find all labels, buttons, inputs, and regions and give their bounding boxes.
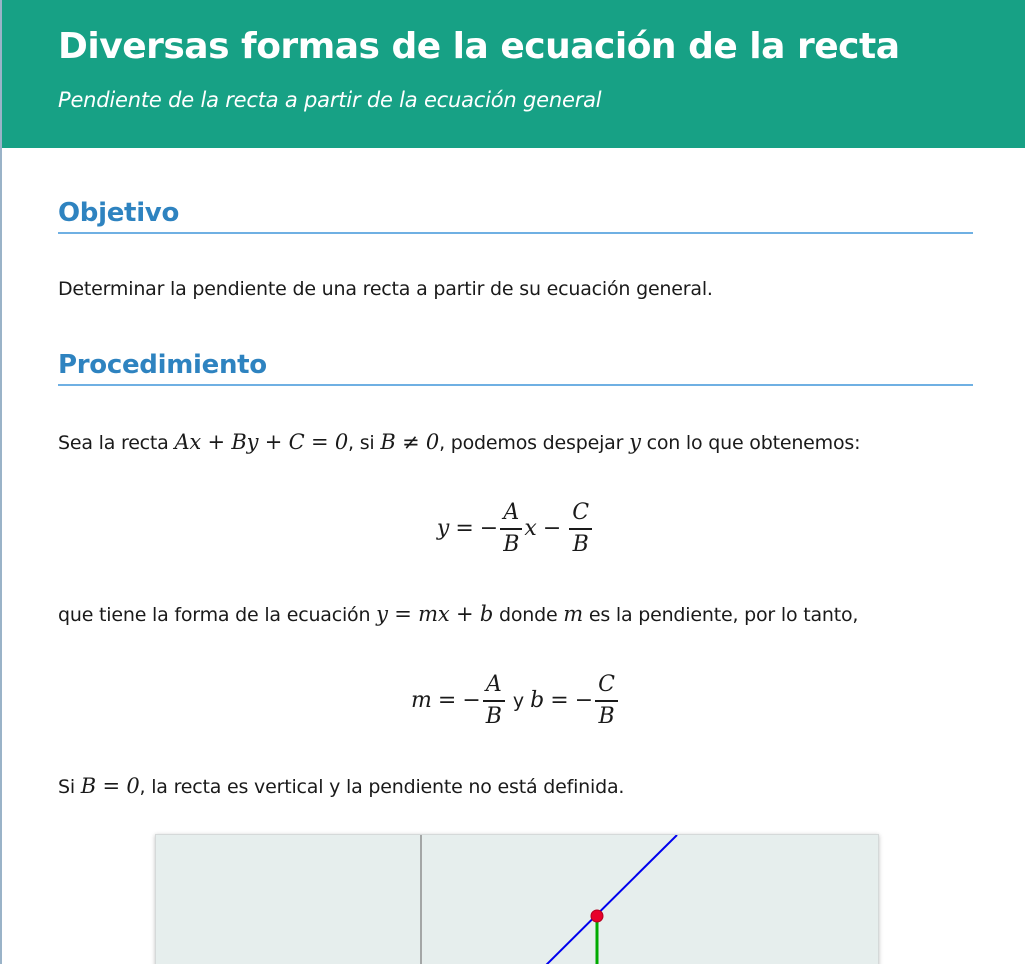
applet-canvas[interactable] — [156, 835, 878, 964]
math-y: y — [629, 430, 641, 454]
fraction-numerator: A — [485, 672, 502, 697]
equation-slope-and-intercept — [2, 670, 1025, 732]
eq-lhs-b: b — [530, 688, 545, 714]
eq-variable-x: x — [524, 516, 537, 542]
fraction-a-over-b — [483, 670, 505, 732]
math-general-equation: Ax + By + C = 0 — [174, 430, 349, 454]
page-subtitle: Pendiente de la recta a partir de la ecuación general — [58, 88, 602, 112]
text-segment: Si — [58, 776, 81, 798]
page-header — [2, 0, 1025, 148]
procedure-line-2 — [58, 602, 858, 626]
line-graph[interactable] — [526, 835, 677, 964]
eq-equals: = — [437, 688, 457, 714]
text-segment: con lo que obtenemos: — [640, 432, 861, 454]
eq-minus: − — [479, 516, 499, 542]
eq-minus: − — [542, 516, 562, 542]
text-segment: que tiene la forma de la ecuación — [58, 604, 377, 626]
eq-lhs-m: m — [411, 688, 432, 714]
text-segment: , si — [348, 432, 381, 454]
procedure-line-3 — [58, 774, 624, 798]
geometry-applet[interactable] — [155, 834, 879, 964]
eq-lhs: y — [436, 516, 450, 542]
fraction-denominator: B — [503, 531, 520, 557]
page-title: Diversas formas de la ecuación de la recta — [58, 26, 900, 67]
eq-equals: = — [455, 516, 474, 542]
procedure-heading: Procedimiento — [58, 350, 973, 386]
objective-text: Determinar la pendiente de una recta a partir de su ecuación general. — [58, 278, 713, 300]
text-segment: es la pendiente, por lo tanto, — [583, 604, 859, 626]
draggable-point[interactable] — [591, 910, 603, 922]
math-slope-intercept-form: y = mx + b — [376, 602, 494, 626]
text-segment: Sea la recta — [58, 432, 175, 454]
eq-minus: − — [574, 688, 594, 714]
text-segment: , la recta es vertical y la pendiente no está definida. — [139, 776, 625, 798]
fraction-c-over-b — [595, 670, 618, 732]
eq-equals: = — [550, 688, 569, 714]
fraction-numerator: A — [503, 500, 520, 525]
fraction-c-over-b — [569, 498, 592, 560]
eq-conjunction: y — [512, 689, 525, 712]
fraction-numerator: C — [572, 500, 590, 525]
fraction-denominator: B — [572, 531, 589, 557]
text-segment: donde — [493, 604, 564, 626]
math-b-not-zero: B ≠ 0 — [380, 430, 440, 454]
fraction-denominator: B — [485, 703, 502, 729]
fraction-a-over-b — [500, 498, 522, 560]
eq-minus: − — [462, 688, 481, 714]
fraction-denominator: B — [598, 703, 615, 729]
equation-slope-intercept-derived — [2, 498, 1025, 560]
math-m: m — [563, 602, 584, 626]
objective-heading: Objetivo — [58, 198, 973, 234]
fraction-numerator: C — [598, 672, 615, 697]
text-segment: , podemos despejar — [439, 432, 630, 454]
procedure-line-1 — [58, 430, 860, 454]
math-b-equals-zero: B = 0 — [80, 774, 140, 798]
